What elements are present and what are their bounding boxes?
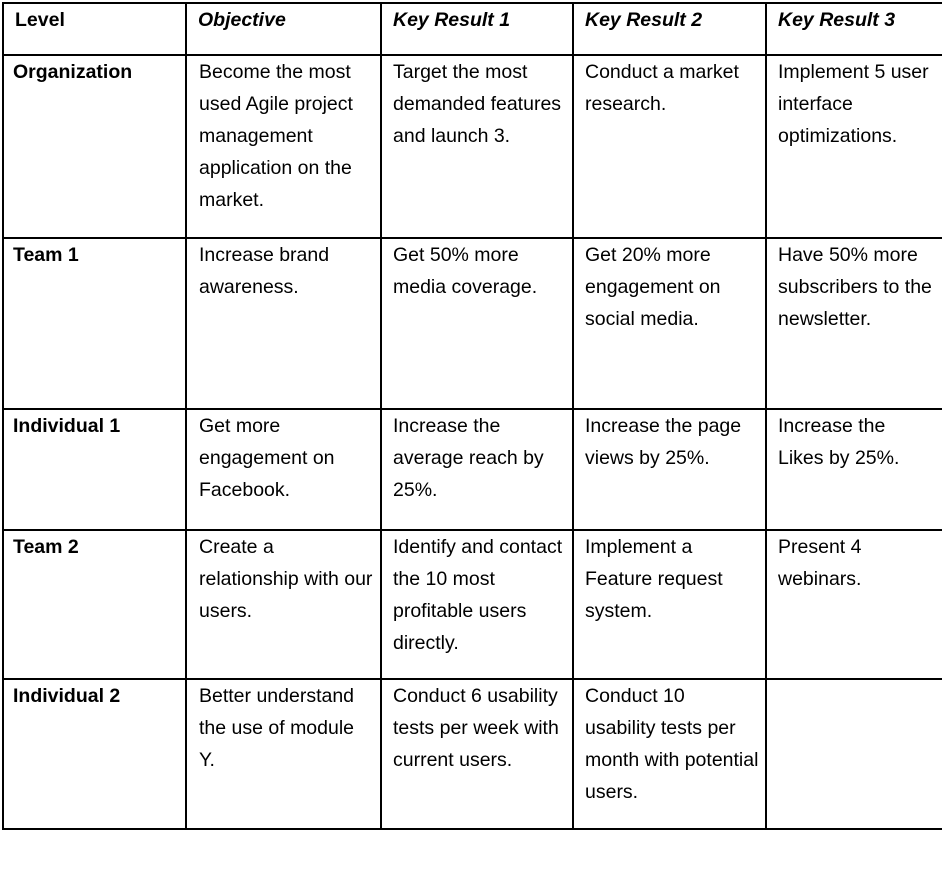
header-key-result-1: Key Result 1 [381,3,573,55]
header-objective: Objective [186,3,381,55]
key-result-1-cell: Conduct 6 usability tests per week with current users. [381,679,573,829]
key-result-1-cell: Increase the average reach by 25%. [381,409,573,530]
table-row [3,679,942,829]
table-row [3,409,942,530]
key-result-3-cell [766,679,942,829]
level-cell: Individual 1 [3,409,186,530]
table-row [3,238,942,409]
key-result-1-cell: Target the most demanded features and launch 3. [381,55,573,238]
objective-cell: Become the most used Agile project management application on the market. [186,55,381,238]
objective-cell: Increase brand awareness. [186,238,381,409]
level-cell: Team 1 [3,238,186,409]
okr-table [2,2,942,830]
key-result-2-cell: Conduct a market research. [573,55,766,238]
key-result-3-cell: Implement 5 user interface optimizations. [766,55,942,238]
key-result-3-cell: Present 4 webinars. [766,530,942,679]
key-result-2-cell: Get 20% more engagement on social media. [573,238,766,409]
key-result-1-cell: Identify and contact the 10 most profitable users directly. [381,530,573,679]
objective-cell: Get more engagement on Facebook. [186,409,381,530]
table-row [3,530,942,679]
key-result-2-cell: Conduct 10 usability tests per month with potential users. [573,679,766,829]
table-row [3,55,942,238]
level-cell: Individual 2 [3,679,186,829]
header-row [3,3,942,55]
key-result-2-cell: Implement a Feature request system. [573,530,766,679]
key-result-3-cell: Have 50% more subscribers to the newsletter. [766,238,942,409]
key-result-3-cell: Increase the Likes by 25%. [766,409,942,530]
level-cell: Organization [3,55,186,238]
header-key-result-2: Key Result 2 [573,3,766,55]
header-level: Level [3,3,186,55]
level-cell: Team 2 [3,530,186,679]
objective-cell: Create a relationship with our users. [186,530,381,679]
header-key-result-3: Key Result 3 [766,3,942,55]
key-result-1-cell: Get 50% more media coverage. [381,238,573,409]
objective-cell: Better understand the use of module Y. [186,679,381,829]
key-result-2-cell: Increase the page views by 25%. [573,409,766,530]
